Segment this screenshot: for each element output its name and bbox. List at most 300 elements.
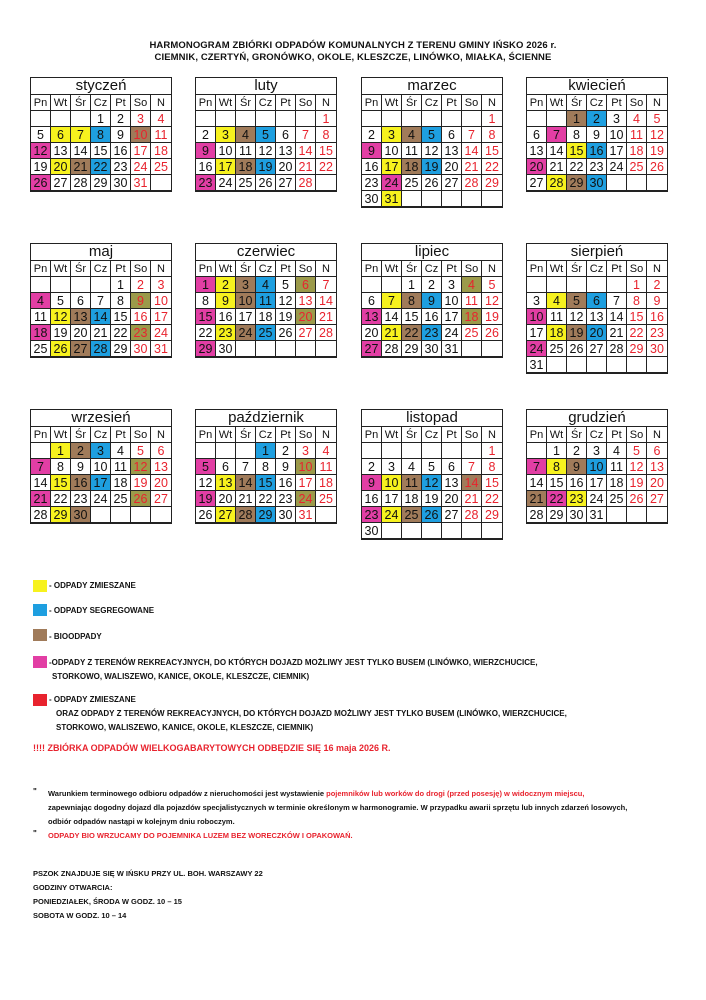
weekday-label: So (462, 427, 482, 443)
day-cell: 30 (216, 341, 236, 357)
day-cell: 26 (256, 175, 276, 191)
day-cell: 2 (647, 277, 667, 293)
day-cell: 1 (482, 111, 502, 127)
legend-biowaste: - BIOODPADY (49, 632, 102, 641)
day-cell: 15 (482, 475, 502, 491)
weekday-label: Pt (276, 427, 296, 443)
empty-cell (462, 341, 482, 357)
weekday-header (196, 95, 336, 111)
week-row (31, 143, 171, 159)
day-cell: 22 (51, 491, 71, 507)
day-cell: 25 (402, 507, 422, 523)
week-row (31, 127, 171, 143)
month-name: kwiecień (527, 78, 667, 95)
empty-cell (316, 175, 336, 191)
pszok-hours-saturday: SOBOTA W GODZ. 10 – 14 (33, 911, 127, 920)
week-row (362, 143, 502, 159)
day-cell: 26 (51, 341, 71, 357)
day-cell: 4 (256, 277, 276, 293)
week-row (31, 341, 171, 357)
day-cell: 16 (71, 475, 91, 491)
day-cell: 22 (547, 491, 567, 507)
day-cell: 29 (196, 341, 216, 357)
day-cell: 1 (627, 277, 647, 293)
day-cell: 12 (276, 293, 296, 309)
weekday-label: N (151, 261, 171, 277)
week-row (527, 111, 667, 127)
day-cell: 3 (382, 127, 402, 143)
day-cell: 26 (31, 175, 51, 191)
empty-cell (422, 523, 442, 539)
empty-cell (442, 191, 462, 207)
week-row (196, 143, 336, 159)
weekday-header (527, 95, 667, 111)
weekday-label: Pn (196, 427, 216, 443)
day-cell: 16 (276, 475, 296, 491)
day-cell: 29 (51, 507, 71, 523)
weekday-label: Wt (216, 95, 236, 111)
day-cell: 3 (216, 127, 236, 143)
day-cell: 29 (547, 507, 567, 523)
weekday-label: Pn (31, 261, 51, 277)
page-subtitle: CIEMNIK, CZERTYŃ, GRONÓWKO, OKOLE, KLESZCZE, LINÓWKO, MIAŁKA, ŚCIENNE (154, 52, 552, 63)
day-cell: 23 (276, 491, 296, 507)
week-row (196, 111, 336, 127)
day-cell: 7 (462, 459, 482, 475)
month-1 (30, 77, 172, 192)
day-cell: 16 (587, 143, 607, 159)
day-cell: 7 (382, 293, 402, 309)
day-cell: 11 (236, 143, 256, 159)
week-row (196, 159, 336, 175)
day-cell: 12 (51, 309, 71, 325)
empty-cell (296, 111, 316, 127)
day-cell: 26 (567, 341, 587, 357)
empty-cell (402, 523, 422, 539)
day-cell: 6 (587, 293, 607, 309)
weekday-label: So (627, 427, 647, 443)
day-cell: 25 (402, 175, 422, 191)
weekday-header (196, 427, 336, 443)
day-cell: 14 (462, 143, 482, 159)
month-5 (30, 243, 172, 358)
weekday-header (362, 261, 502, 277)
week-row (196, 325, 336, 341)
week-row (362, 325, 502, 341)
day-cell: 20 (216, 491, 236, 507)
weekday-label: Cz (587, 427, 607, 443)
note-line1-start: Warunkiem terminowego odbioru odpadów z nieruchomości jest wystawienie (48, 789, 327, 798)
day-cell: 17 (442, 309, 462, 325)
empty-cell (547, 111, 567, 127)
day-cell: 22 (482, 159, 502, 175)
day-cell: 16 (196, 159, 216, 175)
day-cell: 21 (31, 491, 51, 507)
month-6 (195, 243, 337, 358)
day-cell: 15 (196, 309, 216, 325)
day-cell: 2 (362, 459, 382, 475)
day-cell: 10 (151, 293, 171, 309)
day-cell: 23 (362, 507, 382, 523)
day-cell: 30 (111, 175, 131, 191)
legend-swatch-pink (33, 656, 47, 668)
weekday-label: Cz (91, 261, 111, 277)
day-cell: 15 (482, 143, 502, 159)
day-cell: 26 (422, 507, 442, 523)
week-row (196, 475, 336, 491)
day-cell: 10 (131, 127, 151, 143)
day-cell: 21 (547, 159, 567, 175)
day-cell: 24 (216, 175, 236, 191)
day-cell: 4 (111, 443, 131, 459)
empty-cell (482, 523, 502, 539)
day-cell: 14 (607, 309, 627, 325)
month-7 (361, 243, 503, 358)
week-row (527, 143, 667, 159)
month-name: luty (196, 78, 336, 95)
day-cell: 20 (276, 159, 296, 175)
weekday-label: Pt (276, 261, 296, 277)
day-cell: 18 (462, 309, 482, 325)
weekday-label: So (296, 427, 316, 443)
empty-cell (216, 111, 236, 127)
week-row (527, 325, 667, 341)
day-cell: 5 (422, 127, 442, 143)
week-row (362, 491, 502, 507)
weekday-label: Pt (276, 95, 296, 111)
day-cell: 2 (216, 277, 236, 293)
weekday-label: So (131, 427, 151, 443)
weekday-label: Wt (51, 95, 71, 111)
empty-cell (527, 277, 547, 293)
weekday-label: Wt (216, 427, 236, 443)
day-cell: 14 (382, 309, 402, 325)
empty-cell (422, 111, 442, 127)
week-row (362, 507, 502, 523)
day-cell: 28 (607, 341, 627, 357)
day-cell: 7 (316, 277, 336, 293)
day-cell: 10 (527, 309, 547, 325)
empty-cell (527, 443, 547, 459)
weekday-label: Pn (362, 95, 382, 111)
empty-cell (31, 443, 51, 459)
day-cell: 22 (196, 325, 216, 341)
empty-cell (402, 443, 422, 459)
day-cell: 17 (382, 491, 402, 507)
day-cell: 14 (31, 475, 51, 491)
day-cell: 9 (567, 459, 587, 475)
day-cell: 5 (196, 459, 216, 475)
day-cell: 19 (131, 475, 151, 491)
day-cell: 19 (256, 159, 276, 175)
weekday-label: N (482, 95, 502, 111)
empty-cell (402, 191, 422, 207)
day-cell: 7 (31, 459, 51, 475)
day-cell: 8 (482, 127, 502, 143)
week-row (527, 443, 667, 459)
day-cell: 12 (256, 143, 276, 159)
day-cell: 21 (527, 491, 547, 507)
day-cell: 27 (51, 175, 71, 191)
empty-cell (236, 111, 256, 127)
day-cell: 6 (276, 127, 296, 143)
day-cell: 7 (607, 293, 627, 309)
weekday-label: Pt (442, 261, 462, 277)
day-cell: 1 (91, 111, 111, 127)
legend-swatch-yellow (33, 580, 47, 592)
day-cell: 15 (111, 309, 131, 325)
day-cell: 5 (567, 293, 587, 309)
day-cell: 7 (71, 127, 91, 143)
empty-cell (276, 341, 296, 357)
day-cell: 20 (647, 475, 667, 491)
day-cell: 18 (151, 143, 171, 159)
day-cell: 14 (296, 143, 316, 159)
day-cell: 6 (151, 443, 171, 459)
day-cell: 12 (627, 459, 647, 475)
weekday-label: Wt (382, 427, 402, 443)
weekday-label: Pn (31, 427, 51, 443)
legend-segregated-waste: - ODPADY SEGREGOWANE (49, 606, 155, 615)
month-9 (30, 409, 172, 524)
day-cell: 11 (111, 459, 131, 475)
weekday-label: Śr (71, 261, 91, 277)
day-cell: 11 (547, 309, 567, 325)
weekday-header (362, 427, 502, 443)
day-cell: 6 (647, 443, 667, 459)
day-cell: 10 (236, 293, 256, 309)
day-cell: 2 (111, 111, 131, 127)
day-cell: 18 (627, 143, 647, 159)
empty-cell (607, 507, 627, 523)
weekday-label: Pn (362, 427, 382, 443)
day-cell: 3 (151, 277, 171, 293)
note-line3: odbiór odpadów nastąpi w kolejnym dniu roboczym. (48, 817, 235, 826)
legend-mixed-recreational-line3: STORKOWO, WALISZEWO, KANICE, OKOLE, KLESZCZE, CIEMNIK) (56, 723, 314, 732)
day-cell: 24 (91, 491, 111, 507)
weekday-label: Cz (256, 95, 276, 111)
day-cell: 20 (442, 159, 462, 175)
weekday-label: Wt (547, 427, 567, 443)
weekday-label: So (627, 261, 647, 277)
empty-cell (647, 175, 667, 191)
day-cell: 29 (91, 175, 111, 191)
day-cell: 27 (296, 325, 316, 341)
day-cell: 9 (131, 293, 151, 309)
month-name: listopad (362, 410, 502, 427)
day-cell: 21 (91, 325, 111, 341)
empty-cell (151, 507, 171, 523)
day-cell: 18 (402, 159, 422, 175)
empty-cell (236, 443, 256, 459)
day-cell: 23 (587, 159, 607, 175)
week-row (362, 159, 502, 175)
day-cell: 20 (51, 159, 71, 175)
day-cell: 25 (256, 325, 276, 341)
day-cell: 26 (422, 175, 442, 191)
day-cell: 17 (216, 159, 236, 175)
day-cell: 12 (647, 127, 667, 143)
weekday-label: Wt (216, 261, 236, 277)
day-cell: 28 (527, 507, 547, 523)
day-cell: 13 (587, 309, 607, 325)
day-cell: 25 (462, 325, 482, 341)
day-cell: 27 (362, 341, 382, 357)
weekday-label: N (316, 95, 336, 111)
day-cell: 19 (196, 491, 216, 507)
month-4 (526, 77, 668, 192)
day-cell: 3 (527, 293, 547, 309)
day-cell: 9 (362, 143, 382, 159)
day-cell: 3 (382, 459, 402, 475)
day-cell: 4 (151, 111, 171, 127)
empty-cell (402, 111, 422, 127)
note-line1-red: pojemników lub worków do drogi (przed posesję) w widocznym miejscu, (326, 789, 585, 798)
day-cell: 1 (402, 277, 422, 293)
day-cell: 5 (131, 443, 151, 459)
day-cell: 8 (627, 293, 647, 309)
day-cell: 7 (296, 127, 316, 143)
day-cell: 6 (71, 293, 91, 309)
empty-cell (547, 277, 567, 293)
empty-cell (422, 443, 442, 459)
empty-cell (482, 341, 502, 357)
day-cell: 22 (627, 325, 647, 341)
day-cell: 3 (131, 111, 151, 127)
weekday-label: So (462, 261, 482, 277)
day-cell: 4 (462, 277, 482, 293)
day-cell: 14 (547, 143, 567, 159)
day-cell: 28 (316, 325, 336, 341)
weekday-label: Śr (71, 95, 91, 111)
day-cell: 27 (647, 491, 667, 507)
week-row (527, 507, 667, 523)
week-row (527, 459, 667, 475)
day-cell: 5 (422, 459, 442, 475)
weekday-label: N (482, 261, 502, 277)
day-cell: 12 (422, 143, 442, 159)
day-cell: 29 (567, 175, 587, 191)
week-row (527, 127, 667, 143)
weekday-label: Pt (111, 95, 131, 111)
day-cell: 22 (111, 325, 131, 341)
week-row (31, 459, 171, 475)
day-cell: 18 (607, 475, 627, 491)
weekday-label: Śr (567, 427, 587, 443)
week-row (362, 127, 502, 143)
day-cell: 17 (587, 475, 607, 491)
day-cell: 5 (482, 277, 502, 293)
day-cell: 9 (216, 293, 236, 309)
day-cell: 3 (91, 443, 111, 459)
week-row (362, 309, 502, 325)
empty-cell (587, 277, 607, 293)
weekday-label: Śr (567, 95, 587, 111)
weekday-label: Śr (402, 261, 422, 277)
day-cell: 6 (442, 459, 462, 475)
day-cell: 14 (71, 143, 91, 159)
empty-cell (587, 357, 607, 373)
day-cell: 21 (71, 159, 91, 175)
week-row (527, 277, 667, 293)
day-cell: 20 (587, 325, 607, 341)
day-cell: 13 (296, 293, 316, 309)
weekday-label: Wt (51, 261, 71, 277)
legend-recreational-line1: -ODPADY Z TERENÓW REKREACYJNYCH, DO KTÓRYCH DOJAZD MOŻLIWY JEST TYLKO BUSEM (LINÓWKO, WIERZCHUCICE, (49, 658, 538, 667)
day-cell: 3 (442, 277, 462, 293)
empty-cell (296, 341, 316, 357)
empty-cell (151, 175, 171, 191)
day-cell: 2 (587, 111, 607, 127)
day-cell: 18 (256, 309, 276, 325)
day-cell: 24 (442, 325, 462, 341)
day-cell: 19 (627, 475, 647, 491)
day-cell: 31 (527, 357, 547, 373)
day-cell: 23 (71, 491, 91, 507)
day-cell: 11 (607, 459, 627, 475)
day-cell: 14 (91, 309, 111, 325)
weekday-label: Śr (567, 261, 587, 277)
empty-cell (71, 111, 91, 127)
weekday-header (31, 261, 171, 277)
day-cell: 31 (442, 341, 462, 357)
empty-cell (607, 357, 627, 373)
day-cell: 22 (316, 159, 336, 175)
day-cell: 11 (151, 127, 171, 143)
day-cell: 6 (442, 127, 462, 143)
day-cell: 10 (91, 459, 111, 475)
day-cell: 12 (196, 475, 216, 491)
day-cell: 19 (422, 491, 442, 507)
day-cell: 22 (256, 491, 276, 507)
day-cell: 21 (607, 325, 627, 341)
empty-cell (71, 277, 91, 293)
weekday-label: So (462, 95, 482, 111)
day-cell: 26 (647, 159, 667, 175)
day-cell: 2 (71, 443, 91, 459)
day-cell: 25 (627, 159, 647, 175)
day-cell: 24 (296, 491, 316, 507)
week-row (31, 277, 171, 293)
legend-swatch-red (33, 694, 47, 706)
day-cell: 13 (647, 459, 667, 475)
empty-cell (627, 507, 647, 523)
week-row (31, 475, 171, 491)
day-cell: 19 (482, 309, 502, 325)
day-cell: 16 (422, 309, 442, 325)
weekday-label: Śr (71, 427, 91, 443)
day-cell: 8 (51, 459, 71, 475)
weekday-header (362, 95, 502, 111)
weekday-label: N (316, 427, 336, 443)
day-cell: 7 (91, 293, 111, 309)
weekday-label: Pt (111, 427, 131, 443)
week-row (362, 523, 502, 539)
weekday-label: Pn (527, 95, 547, 111)
empty-cell (51, 277, 71, 293)
day-cell: 13 (71, 309, 91, 325)
day-cell: 11 (462, 293, 482, 309)
day-cell: 13 (151, 459, 171, 475)
day-cell: 11 (402, 475, 422, 491)
empty-cell (362, 277, 382, 293)
day-cell: 31 (382, 191, 402, 207)
week-row (196, 175, 336, 191)
day-cell: 2 (276, 443, 296, 459)
day-cell: 5 (276, 277, 296, 293)
bulky-waste-notice: !!!! ZBIÓRKA ODPADÓW WIELKOGABARYTOWYCH ODBĘDZIE SIĘ 16 maja 2026 R. (33, 743, 391, 753)
month-name: czerwiec (196, 244, 336, 261)
